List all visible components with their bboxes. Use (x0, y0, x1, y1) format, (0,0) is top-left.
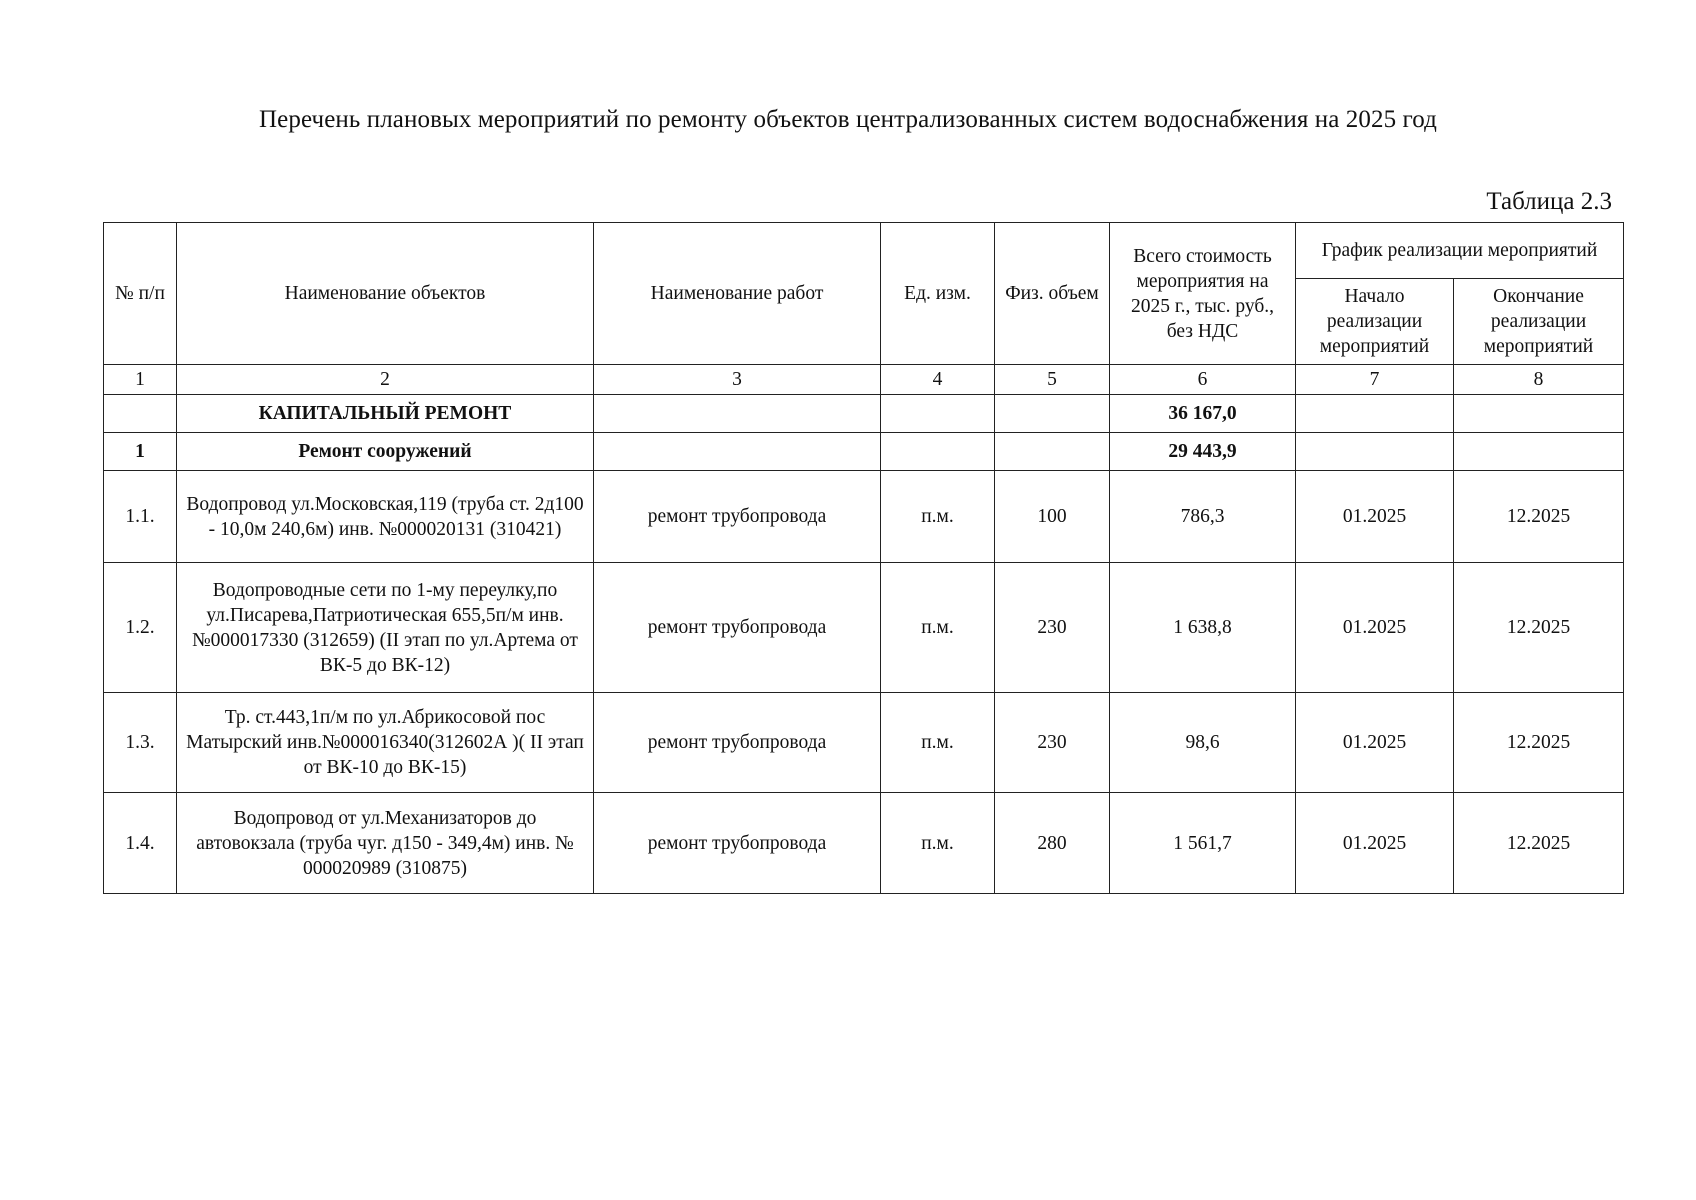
row-work: ремонт трубопровода (594, 693, 881, 793)
row-end: 12.2025 (1454, 563, 1624, 693)
header-num: № п/п (104, 223, 177, 365)
row-num: 1.3. (104, 693, 177, 793)
row-num: 1.4. (104, 793, 177, 894)
column-number: 7 (1296, 365, 1454, 395)
column-number: 3 (594, 365, 881, 395)
row-object: Водопровод от ул.Механизаторов до автовокзала (труба чуг. д150 - 349,4м) инв. № 000020989 (310875) (177, 793, 594, 894)
column-number: 4 (881, 365, 995, 395)
row-volume: 100 (995, 471, 1110, 563)
column-number: 2 (177, 365, 594, 395)
row-end: 12.2025 (1454, 693, 1624, 793)
row-object: Тр. ст.443,1п/м по ул.Абрикосовой пос Матырский инв.№000016340(312602А )( II этап от ВК-10 до ВК-15) (177, 693, 594, 793)
row-start: 01.2025 (1296, 563, 1454, 693)
row-unit: п.м. (881, 471, 995, 563)
section-cost: 29 443,9 (1110, 433, 1296, 471)
table-row (104, 471, 1624, 563)
row-end: 12.2025 (1454, 471, 1624, 563)
row-work: ремонт трубопровода (594, 471, 881, 563)
header-schedule: График реализации мероприятий (1296, 223, 1624, 279)
row-start: 01.2025 (1296, 693, 1454, 793)
page-title: Перечень плановых мероприятий по ремонту объектов централизованных систем водоснабжения на 2025 год (259, 106, 1437, 133)
row-num: 1.2. (104, 563, 177, 693)
section-num: 1 (104, 433, 177, 471)
header-start: Начало реализации мероприятий (1296, 279, 1454, 365)
header-object: Наименование объектов (177, 223, 594, 365)
repair-table (103, 222, 1624, 894)
header-cost: Всего стоимость мероприятия на 2025 г., тыс. руб., без НДС (1110, 223, 1296, 365)
row-object: Водопроводные сети по 1-му переулку,по ул.Писарева,Патриотическая 655,5п/м инв.№000017330 (312659) (II этап по ул.Артема от ВК-5 до ВК-12) (177, 563, 594, 693)
row-volume: 230 (995, 693, 1110, 793)
row-end: 12.2025 (1454, 793, 1624, 894)
capital-repair-label: КАПИТАЛЬНЫЙ РЕМОНТ (177, 395, 594, 433)
row-start: 01.2025 (1296, 793, 1454, 894)
header-volume: Физ. объем (995, 223, 1110, 365)
row-work: ремонт трубопровода (594, 793, 881, 894)
row-unit: п.м. (881, 693, 995, 793)
header-unit: Ед. изм. (881, 223, 995, 365)
row-object: Водопровод ул.Московская,119 (труба ст. 2д100 - 10,0м 240,6м) инв. №000020131 (310421) (177, 471, 594, 563)
section-label: Ремонт сооружений (177, 433, 594, 471)
row-cost: 1 638,8 (1110, 563, 1296, 693)
section-row (104, 433, 1624, 471)
column-number: 6 (1110, 365, 1296, 395)
row-unit: п.м. (881, 563, 995, 693)
table-row (104, 793, 1624, 894)
row-num: 1.1. (104, 471, 177, 563)
row-volume: 230 (995, 563, 1110, 693)
row-cost: 1 561,7 (1110, 793, 1296, 894)
row-work: ремонт трубопровода (594, 563, 881, 693)
row-volume: 280 (995, 793, 1110, 894)
row-cost: 786,3 (1110, 471, 1296, 563)
row-cost: 98,6 (1110, 693, 1296, 793)
table-row (104, 693, 1624, 793)
row-unit: п.м. (881, 793, 995, 894)
header-end: Окончание реализации мероприятий (1454, 279, 1624, 365)
capital-repair-row (104, 395, 1624, 433)
table-row (104, 563, 1624, 693)
table-caption: Таблица 2.3 (1486, 188, 1612, 215)
header-work: Наименование работ (594, 223, 881, 365)
column-number: 5 (995, 365, 1110, 395)
column-number-row (104, 365, 1624, 395)
column-number: 8 (1454, 365, 1624, 395)
capital-repair-cost: 36 167,0 (1110, 395, 1296, 433)
row-start: 01.2025 (1296, 471, 1454, 563)
column-number: 1 (104, 365, 177, 395)
